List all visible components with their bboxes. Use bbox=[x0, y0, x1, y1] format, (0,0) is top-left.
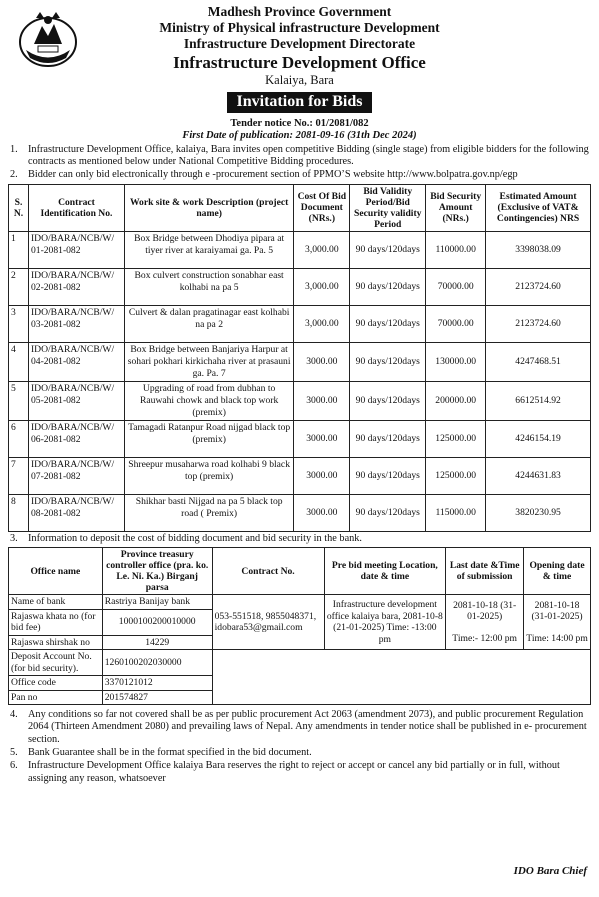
paragraph-text: Infrastructure Development Office kalaiya Bara reserves the right to reject or accept or cancel any bid partially or in full, without assigning any reason, whatsoever bbox=[28, 760, 560, 784]
table-row bbox=[9, 342, 591, 381]
cell-sn: 1 bbox=[9, 231, 29, 268]
header-office-name: Office name bbox=[9, 547, 103, 594]
table-row bbox=[9, 305, 591, 342]
table-row bbox=[9, 457, 591, 494]
cell-estimated-amount: 6612514.92 bbox=[486, 381, 591, 420]
last-submission-cell bbox=[446, 595, 524, 650]
cell-bid-security: 125000.00 bbox=[426, 420, 486, 457]
directorate-name: Infrastructure Development Directorate bbox=[183, 35, 416, 51]
header-bid-security: Bid Security Amount (NRs.) bbox=[426, 184, 486, 231]
bank-header-row bbox=[9, 547, 591, 594]
header-bid-validity: Bid Validity Period/Bid Security validity Period bbox=[350, 184, 426, 231]
office-location: Kalaiya, Bara bbox=[265, 72, 334, 87]
bank-row bbox=[9, 595, 591, 610]
cell-bid-validity: 90 days/120days bbox=[350, 305, 426, 342]
cell-contract-id: IDO/BARA/NCB/W/ 08-2081-082 bbox=[28, 494, 124, 531]
cell-work-description: Box Bridge between Banjariya Harpur at sohari pokhari kirkichaha river at prasauni ga. Pa. 7 bbox=[124, 342, 293, 381]
cell-contract-id: IDO/BARA/NCB/W/ 01-2081-082 bbox=[28, 231, 124, 268]
bank-value: 14229 bbox=[102, 635, 212, 650]
cell-contract-id: IDO/BARA/NCB/W/ 05-2081-082 bbox=[28, 381, 124, 420]
paragraph-number: 4. bbox=[10, 709, 18, 721]
ministry-name: Ministry of Physical infrastructure Development bbox=[159, 19, 440, 35]
paragraph-number: 6. bbox=[10, 760, 18, 772]
signature: IDO Bara Chief bbox=[513, 865, 587, 877]
header-bid-document-cost: Cost Of Bid Document (NRs.) bbox=[294, 184, 350, 231]
office-name: Infrastructure Development Office bbox=[173, 52, 426, 72]
table-row bbox=[9, 231, 591, 268]
cell-sn: 2 bbox=[9, 268, 29, 305]
paragraph-text: Bidder can only bid electronically through e -procurement section of PPMO’S website http://www.bolpatra.gov.np/egp bbox=[28, 169, 518, 181]
prebid-info: Infrastructure development office kalaiya bara, 2081-10-8 (21-01-2025) Time: -13:00 pm bbox=[324, 595, 446, 650]
bank-label: Rajaswa shirshak no bbox=[9, 635, 103, 650]
cell-work-description: Tamagadi Ratanpur Road nijgad black top (premix) bbox=[124, 420, 293, 457]
header-contract-id: Contract Identification No. bbox=[28, 184, 124, 231]
cell-estimated-amount: 4244631.83 bbox=[486, 457, 591, 494]
paragraph-text: Any conditions so far not covered shall be as per public procurement Act 2063 (amendment 2073), and public procurement Regulation 2064 (Thirteen Amendment 2080) and prevailing laws of Nepal. Any amendments in tender notice shall be published in e- procurement section. bbox=[28, 709, 587, 745]
table-row bbox=[9, 381, 591, 420]
cell-bid-validity: 90 days/120days bbox=[350, 420, 426, 457]
header-work-description: Work site & work Description (project name) bbox=[124, 184, 293, 231]
paragraph-text: Infrastructure Development Office, kalaiya, Bara invites open competitive Bidding (single stage) from eligible bidders for the following contracts as mentioned below under National Competitive Bidding procedures. bbox=[28, 143, 589, 167]
cell-sn: 4 bbox=[9, 342, 29, 381]
cell-work-description: Box culvert construction sonabhar east kolhabi na pa 5 bbox=[124, 268, 293, 305]
paragraph-3 bbox=[8, 533, 591, 545]
paragraph-4 bbox=[8, 709, 591, 746]
bank-value: 201574827 bbox=[102, 690, 212, 705]
cell-sn: 6 bbox=[9, 420, 29, 457]
table-row bbox=[9, 268, 591, 305]
cell-estimated-amount: 4246154.19 bbox=[486, 420, 591, 457]
cell-contract-id: IDO/BARA/NCB/W/ 07-2081-082 bbox=[28, 457, 124, 494]
paragraph-number: 5. bbox=[10, 747, 18, 759]
cell-contract-id: IDO/BARA/NCB/W/ 04-2081-082 bbox=[28, 342, 124, 381]
cell-bid-security: 110000.00 bbox=[426, 231, 486, 268]
cell-estimated-amount: 2123724.60 bbox=[486, 305, 591, 342]
header-sn: S. N. bbox=[9, 184, 29, 231]
cell-bid-security: 70000.00 bbox=[426, 305, 486, 342]
bank-value: 1260100202030000 bbox=[102, 650, 212, 676]
contact-info: 053-551518, 9855048371, idobara53@gmail.com bbox=[212, 595, 324, 650]
bank-label: Deposit Account No. (for bid security). bbox=[9, 650, 103, 676]
paragraph-text: Bank Guarantee shall be in the format specified in the bid document. bbox=[28, 747, 312, 759]
cell-contract-id: IDO/BARA/NCB/W/ 03-2081-082 bbox=[28, 305, 124, 342]
government-name: Madhesh Province Government bbox=[207, 4, 392, 19]
nepal-emblem-icon bbox=[16, 10, 80, 70]
cell-bid-document-cost: 3000.00 bbox=[294, 342, 350, 381]
publication-date: First Date of publication: 2081-09-16 (31th Dec 2024) bbox=[182, 129, 417, 141]
cell-estimated-amount: 3820230.95 bbox=[486, 494, 591, 531]
cell-estimated-amount: 4247468.51 bbox=[486, 342, 591, 381]
cell-bid-document-cost: 3000.00 bbox=[294, 420, 350, 457]
cell-estimated-amount: 3398038.09 bbox=[486, 231, 591, 268]
last-submission-time: Time:- 12:00 pm bbox=[452, 632, 517, 644]
cell-work-description: Shikhar basti Nijgad na pa 5 black top road ( Premix) bbox=[124, 494, 293, 531]
cell-bid-document-cost: 3,000.00 bbox=[294, 305, 350, 342]
cell-bid-validity: 90 days/120days bbox=[350, 342, 426, 381]
cell-bid-security: 125000.00 bbox=[426, 457, 486, 494]
paragraph-text: Information to deposit the cost of bidding document and bid security in the bank. bbox=[28, 532, 363, 544]
cell-bid-validity: 90 days/120days bbox=[350, 268, 426, 305]
cell-sn: 7 bbox=[9, 457, 29, 494]
cell-bid-validity: 90 days/120days bbox=[350, 494, 426, 531]
cell-bid-security: 115000.00 bbox=[426, 494, 486, 531]
tender-notice-number: Tender notice No.: 01/2081/082 bbox=[230, 117, 369, 129]
table-row bbox=[9, 420, 591, 457]
tender-notice-page bbox=[8, 4, 591, 889]
bank-label: Rajaswa khata no (for bid fee) bbox=[9, 609, 103, 635]
bank-details-table bbox=[8, 547, 591, 705]
cell-sn: 8 bbox=[9, 494, 29, 531]
bank-value: Rastriya Banijay bank bbox=[102, 595, 212, 610]
cell-sn: 3 bbox=[9, 305, 29, 342]
cell-work-description: Box Bridge between Dhodiya pipara at tiyer river at karaiyamai ga. Pa. 5 bbox=[124, 231, 293, 268]
cell-work-description: Shreepur musaharwa road kolhabi 9 black top (premix) bbox=[124, 457, 293, 494]
bank-label: Office code bbox=[9, 676, 103, 691]
cell-bid-validity: 90 days/120days bbox=[350, 231, 426, 268]
opening-cell bbox=[524, 595, 591, 650]
header-treasury-office: Province treasury controller office (pra. ko. Le. Ni. Ka.) Birganj parsa bbox=[102, 547, 212, 594]
notice-title: Invitation for Bids bbox=[227, 92, 373, 113]
cell-bid-document-cost: 3000.00 bbox=[294, 494, 350, 531]
cell-bid-validity: 90 days/120days bbox=[350, 381, 426, 420]
cell-bid-document-cost: 3000.00 bbox=[294, 457, 350, 494]
paragraph-5 bbox=[8, 747, 591, 759]
paragraph-1 bbox=[8, 144, 591, 169]
contracts-table bbox=[8, 184, 591, 532]
paragraph-number: 1. bbox=[10, 143, 18, 155]
paragraph-2 bbox=[8, 169, 591, 181]
paragraph-number: 2. bbox=[10, 169, 18, 181]
bank-row bbox=[9, 650, 591, 676]
header-estimated-amount: Estimated Amount (Exclusive of VAT& Contingencies) NRS bbox=[486, 184, 591, 231]
cell-contract-id: IDO/BARA/NCB/W/ 06-2081-082 bbox=[28, 420, 124, 457]
opening-time: Time: 14:00 pm bbox=[526, 632, 588, 644]
header-opening: Opening date & time bbox=[524, 547, 591, 594]
cell-bid-document-cost: 3000.00 bbox=[294, 381, 350, 420]
cell-work-description: Upgrading of road from dubhan to Rauwahi chowk and black top work (premix) bbox=[124, 381, 293, 420]
contracts-header-row bbox=[9, 184, 591, 231]
header-last-submission: Last date &Time of submission bbox=[446, 547, 524, 594]
letterhead bbox=[8, 4, 591, 88]
paragraph-number: 3. bbox=[10, 532, 18, 544]
last-submission-date: 2081-10-18 (31-01-2025) bbox=[453, 599, 517, 623]
opening-date: 2081-10-18 (31-01-2025) bbox=[531, 599, 583, 623]
paragraph-6 bbox=[8, 760, 591, 785]
header-prebid-meeting: Pre bid meeting Location, date & time bbox=[324, 547, 446, 594]
cell-bid-validity: 90 days/120days bbox=[350, 457, 426, 494]
cell-estimated-amount: 2123724.60 bbox=[486, 268, 591, 305]
cell-bid-security: 200000.00 bbox=[426, 381, 486, 420]
bank-label: Name of bank bbox=[9, 595, 103, 610]
header-contract-no: Contract No. bbox=[212, 547, 324, 594]
cell-bid-document-cost: 3,000.00 bbox=[294, 231, 350, 268]
empty-cell bbox=[212, 650, 590, 705]
cell-work-description: Culvert & dalan pragatinagar east kolhabi na pa 2 bbox=[124, 305, 293, 342]
cell-bid-security: 70000.00 bbox=[426, 268, 486, 305]
bank-value: 3370121012 bbox=[102, 676, 212, 691]
cell-sn: 5 bbox=[9, 381, 29, 420]
bank-label: Pan no bbox=[9, 690, 103, 705]
cell-bid-document-cost: 3,000.00 bbox=[294, 268, 350, 305]
cell-contract-id: IDO/BARA/NCB/W/ 02-2081-082 bbox=[28, 268, 124, 305]
table-row bbox=[9, 494, 591, 531]
bank-value: 1000100200010000 bbox=[102, 609, 212, 635]
cell-bid-security: 130000.00 bbox=[426, 342, 486, 381]
